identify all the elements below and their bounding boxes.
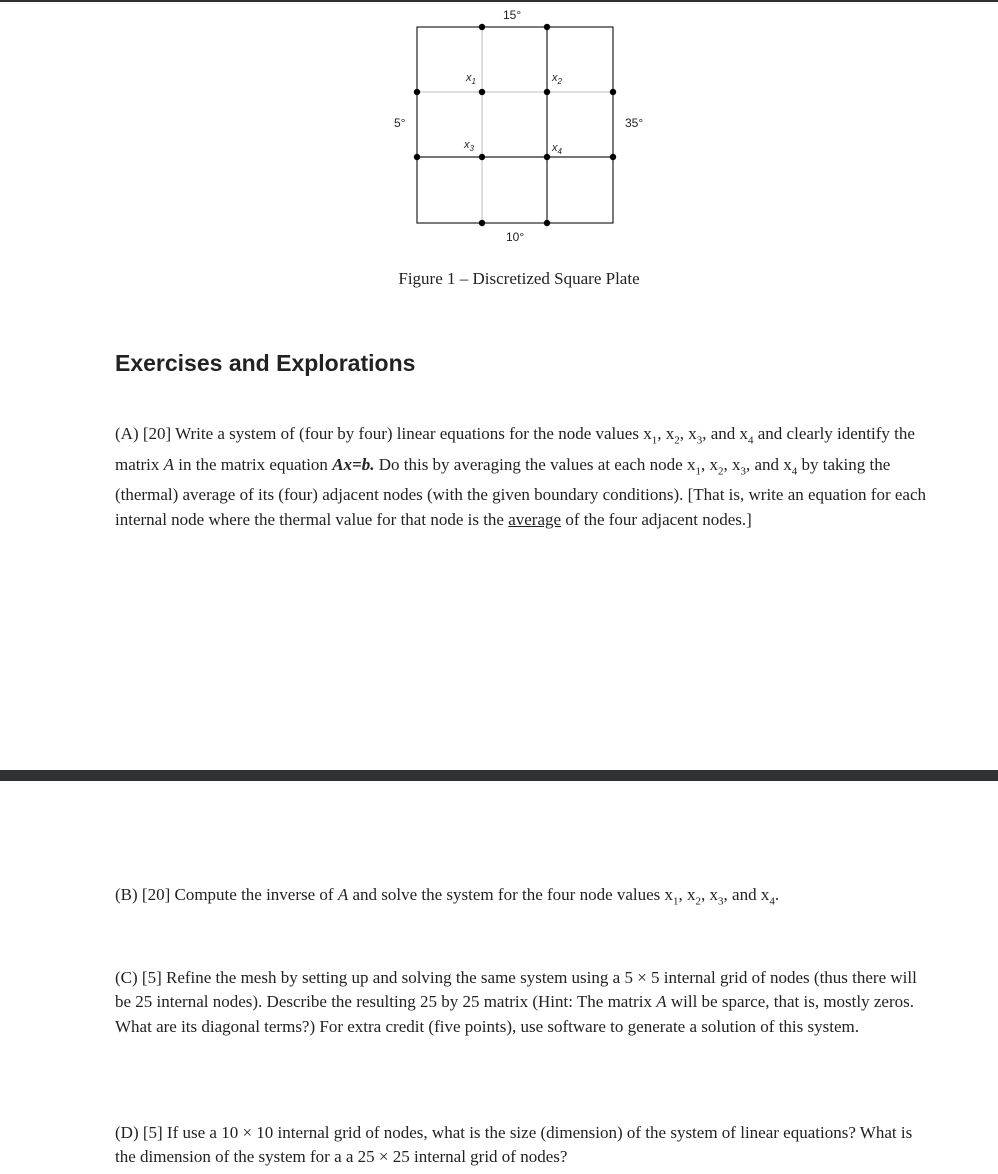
grid-nodes bbox=[414, 24, 616, 226]
node-label-x4: $x_4$ bbox=[552, 142, 562, 157]
boundary-node bbox=[414, 89, 420, 95]
text: , and x bbox=[723, 885, 770, 904]
subscript: 1 bbox=[673, 895, 679, 908]
subscript: 4 bbox=[791, 465, 798, 478]
matrix-equation: Ax=b. bbox=[332, 454, 375, 474]
node-label-x3: $x_3$ bbox=[464, 139, 474, 154]
grid-lines-light bbox=[417, 27, 613, 223]
grid-lines-dark bbox=[417, 27, 613, 223]
boundary-node bbox=[479, 24, 485, 30]
boundary-node bbox=[610, 154, 616, 160]
text: in the matrix equation bbox=[174, 454, 333, 474]
exercise-c bbox=[115, 966, 935, 1039]
text: (B) [20] Compute the inverse of bbox=[115, 885, 338, 904]
subscript: 3 bbox=[740, 465, 746, 478]
exercise-a bbox=[115, 422, 935, 532]
text: , x bbox=[678, 885, 696, 904]
internal-node bbox=[544, 89, 550, 95]
matrix-symbol: A bbox=[337, 885, 349, 904]
boundary-node bbox=[479, 220, 485, 226]
internal-node bbox=[479, 89, 485, 95]
text: , x bbox=[679, 424, 697, 443]
text: , x bbox=[701, 885, 719, 904]
text: and clearly identify the matrix bbox=[115, 424, 915, 474]
internal-node bbox=[479, 154, 485, 160]
node-label-x2: $x_2$ bbox=[552, 72, 562, 87]
subscript: 2 bbox=[717, 465, 724, 478]
text: will be sparce, that is, mostly zeros. What are its diagonal terms?) For extra credit (five points), use software to generate a solution of this system. bbox=[115, 992, 914, 1036]
boundary-node bbox=[544, 220, 550, 226]
matrix-symbol: A bbox=[656, 992, 667, 1012]
subscript: 4 bbox=[769, 895, 775, 908]
boundary-label-top: 15° bbox=[503, 8, 522, 22]
node-label-x1: $x_1$ bbox=[466, 72, 476, 87]
text: Do this by averaging the values at each node x bbox=[374, 454, 696, 474]
subscript: 1 bbox=[651, 434, 658, 447]
text: , x bbox=[723, 454, 741, 474]
text: , x bbox=[700, 454, 718, 474]
figure-discretized-plate bbox=[380, 0, 660, 250]
section-heading: Exercises and Explorations bbox=[115, 350, 416, 376]
boundary-label-right: 35° bbox=[625, 116, 644, 130]
page-divider bbox=[0, 770, 998, 781]
text: (D) [5] If use a 10 × 10 internal grid of nodes, what is the size (dimension) of the system of linear equations? What is the dimension of the system for a a 25 × 25 internal grid of nodes? bbox=[115, 1123, 913, 1167]
exercise-b bbox=[115, 883, 935, 914]
subscript: 3 bbox=[696, 434, 703, 447]
boundary-node bbox=[610, 89, 616, 95]
boundary-node bbox=[414, 154, 420, 160]
text: of the four adjacent nodes.] bbox=[561, 509, 752, 529]
subscript: 3 bbox=[718, 895, 724, 908]
subscript: 1 bbox=[695, 465, 701, 478]
exercise-d bbox=[115, 1121, 935, 1170]
text: . bbox=[774, 885, 780, 904]
text: , x bbox=[657, 424, 675, 443]
subscript: 4 bbox=[748, 434, 754, 447]
subscript: 2 bbox=[695, 895, 702, 908]
matrix-symbol: A bbox=[163, 454, 175, 474]
plate-grid-diagram bbox=[380, 0, 660, 250]
text: (C) [5] Refine the mesh by setting up and solving the same system using a 5 × 5 internal grid of nodes (thus there will be 25 internal nodes). Describe the resulting 25 by 25 matrix (Hint: The matrix bbox=[115, 968, 917, 1012]
text: , and x bbox=[702, 424, 748, 443]
figure-caption: Figure 1 – Discretized Square Plate bbox=[398, 269, 640, 288]
subscript: 2 bbox=[674, 434, 680, 447]
text: and solve the system for the four node values x bbox=[348, 885, 674, 904]
text: (A) [20] Write a system of (four by four) linear equations for the node values x bbox=[115, 424, 652, 443]
boundary-label-left: 5° bbox=[394, 116, 406, 130]
text: by taking the (thermal) average of its (four) adjacent nodes (with the given boundary conditions). [That is, write an equation for each internal node where the thermal value for that node is the bbox=[115, 454, 926, 529]
internal-node bbox=[544, 154, 550, 160]
text: , and x bbox=[745, 454, 792, 474]
boundary-label-bottom: 10° bbox=[506, 230, 525, 244]
underlined-word: average bbox=[508, 509, 562, 529]
boundary-node bbox=[544, 24, 550, 30]
